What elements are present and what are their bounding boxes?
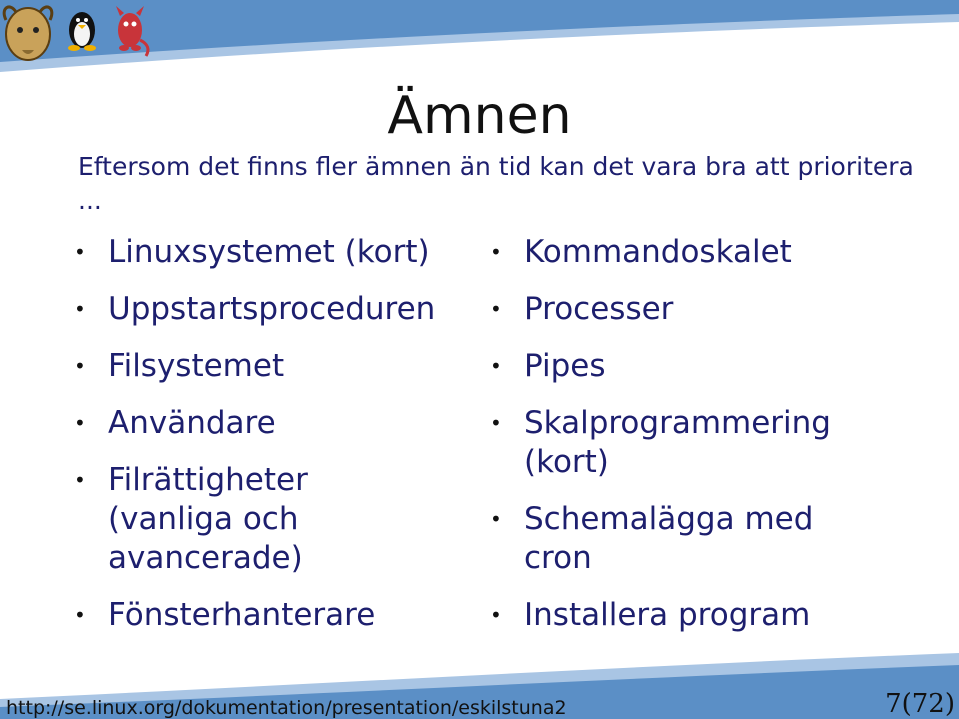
list-item-label: Pipes [524, 348, 606, 384]
list-item [74, 404, 479, 443]
list-item [74, 233, 479, 272]
bsd-daemon-logo [116, 6, 148, 56]
list-item-label: Uppstartsproceduren [108, 291, 436, 327]
list-item [490, 404, 884, 482]
slide-title: Ämnen [387, 86, 572, 146]
bullet-icon: • [490, 240, 502, 264]
list-item [74, 290, 479, 329]
list-item [74, 596, 479, 635]
bullet-icon: • [490, 354, 502, 378]
list-item-label: Processer [524, 291, 674, 327]
list-item [490, 347, 910, 386]
bullet-icon: • [74, 411, 86, 435]
list-item [74, 461, 368, 578]
bullet-icon: • [74, 354, 86, 378]
bullet-icon: • [490, 507, 502, 531]
list-item-label: Fönsterhanterare [108, 597, 376, 633]
intro-text: Eftersom det finns fler ämnen än tid kan det vara bra att prioritera ... [78, 152, 914, 215]
list-item-label: Filsystemet [108, 348, 285, 384]
list-item-label: Linuxsystemet (kort) [108, 234, 430, 270]
bullet-icon: • [74, 297, 86, 321]
bullet-icon: • [490, 603, 502, 627]
list-item-label: Skalprogrammering (kort) [524, 405, 831, 480]
list-item [490, 233, 910, 272]
list-item-label: Kommandoskalet [524, 234, 792, 270]
list-item-label: Installera program [524, 597, 811, 633]
list-item-label: Användare [108, 405, 276, 441]
list-item-label: Filrättigheter (vanliga och avancerade) [108, 462, 308, 576]
tux-penguin-logo [68, 12, 96, 51]
bullet-icon: • [490, 411, 502, 435]
list-item-label: Schemalägga med cron [524, 501, 814, 576]
bullet-icon: • [74, 603, 86, 627]
list-item [490, 596, 910, 635]
gnu-logo [4, 7, 52, 60]
footer-url: http://se.linux.org/dokumentation/presentation/eskilstuna2 [6, 697, 567, 719]
list-item [74, 347, 479, 386]
topic-list-left [74, 233, 479, 635]
bullet-icon: • [74, 468, 86, 492]
list-item [490, 500, 884, 578]
topic-list-right [490, 233, 910, 635]
list-item [490, 290, 910, 329]
bullet-icon: • [490, 297, 502, 321]
page-number: 7(72) [885, 689, 955, 719]
bullet-icon: • [74, 240, 86, 264]
